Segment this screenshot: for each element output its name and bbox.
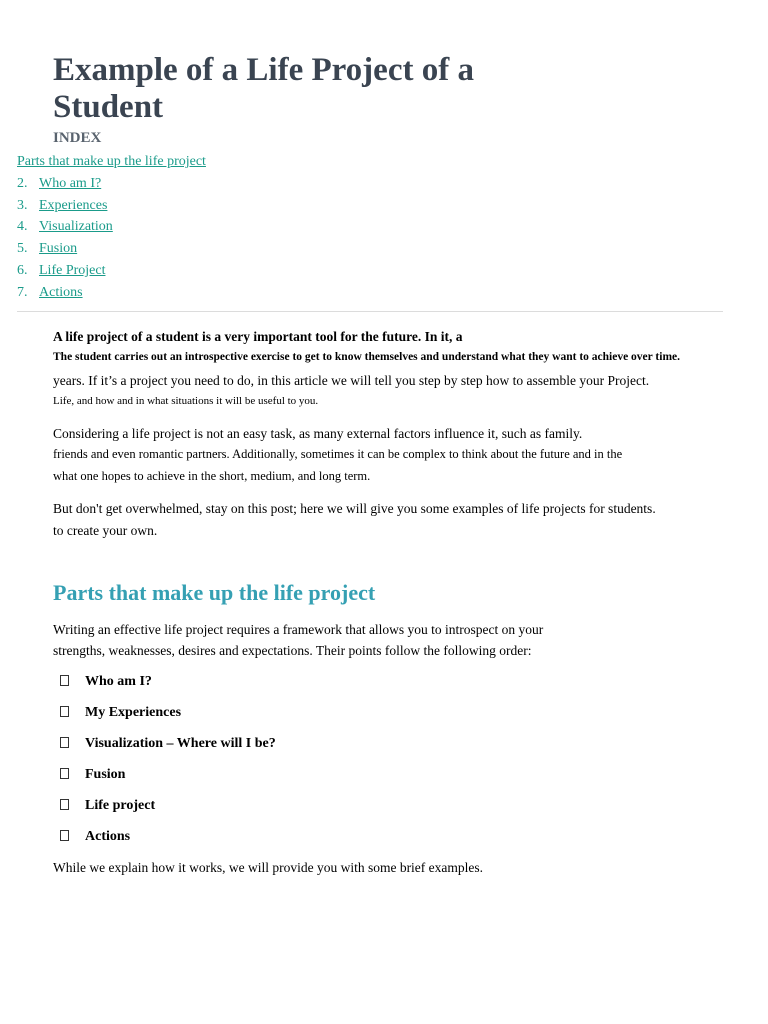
list-item-label: Actions [85,829,131,844]
square-bullet-icon [60,675,69,686]
para3-line-1: But don't get overwhelmed, stay on this post; here we will give you some examples of life projects for students. [53,501,656,516]
toc-item[interactable] [17,238,206,260]
toc-item[interactable] [17,173,206,195]
toc-link-actions[interactable]: Actions [39,284,83,300]
table-of-contents [17,151,206,304]
section-heading: Parts that make up the life project [53,580,376,605]
toc-item[interactable] [17,260,206,282]
toc-item-number: 2. [17,175,28,191]
list-item-label: My Experiences [85,705,182,720]
intro-line-4: Life, and how and in what situations it will be useful to you. [53,395,319,407]
toc-link-parts[interactable]: Parts that make up the life project [17,154,206,169]
list-item [60,734,276,765]
section-intro-line-2: strengths, weaknesses, desires and expectations. Their points follow the following order: [53,643,532,658]
toc-link-who-am-i[interactable]: Who am I? [39,175,102,191]
square-bullet-icon [60,737,69,748]
list-item [60,703,276,734]
toc-item-number: 3. [17,197,28,213]
list-item [60,765,276,796]
toc-item[interactable] [17,195,206,217]
list-item-label: Fusion [85,767,126,782]
closing-paragraph: While we explain how it works, we will provide you with some brief examples. [53,860,484,875]
list-item [60,827,276,858]
para2-line-2: friends and even romantic partners. Additionally, sometimes it can be complex to think about the future and in the [53,447,623,461]
toc-link-fusion[interactable]: Fusion [39,241,78,257]
section-intro-line-1: Writing an effective life project requires a framework that allows you to introspect on your [53,622,544,637]
toc-item[interactable] [17,282,206,304]
list-item [60,796,276,827]
page-title: Example of a Life Project of a Student [53,52,474,125]
toc-link-visualization[interactable]: Visualization [39,219,113,235]
toc-item[interactable] [17,216,206,238]
para3-line-2: to create your own. [53,523,158,538]
index-label: INDEX [53,130,102,146]
intro-line-3: years. If it’s a project you need to do, in this article we will tell you step by step how to assemble your Project. [53,373,650,388]
toc-item[interactable] [17,151,206,173]
parts-list [60,672,276,858]
square-bullet-icon [60,830,69,841]
square-bullet-icon [60,706,69,717]
list-item-label: Who am I? [85,674,152,689]
toc-item-number: 7. [17,284,28,300]
list-item-label: Life project [85,798,156,813]
para2-line-1: Considering a life project is not an easy task, as many external factors influence it, such as family. [53,426,583,441]
intro-line-1: A life project of a student is a very important tool for the future. In it, a [53,329,463,344]
list-item-label: Visualization – Where will I be? [85,736,276,751]
square-bullet-icon [60,768,69,779]
square-bullet-icon [60,799,69,810]
toc-item-number: 5. [17,241,28,257]
para2-line-3: what one hopes to achieve in the short, medium, and long term. [53,469,371,483]
toc-item-number: 6. [17,262,28,278]
divider [17,311,723,312]
list-item [60,672,276,703]
toc-item-number: 4. [17,219,28,235]
intro-line-2: The student carries out an introspective exercise to get to know themselves and understand what they want to achieve over time. [53,351,681,363]
toc-link-life-project[interactable]: Life Project [39,262,106,278]
toc-link-experiences[interactable]: Experiences [39,197,108,213]
